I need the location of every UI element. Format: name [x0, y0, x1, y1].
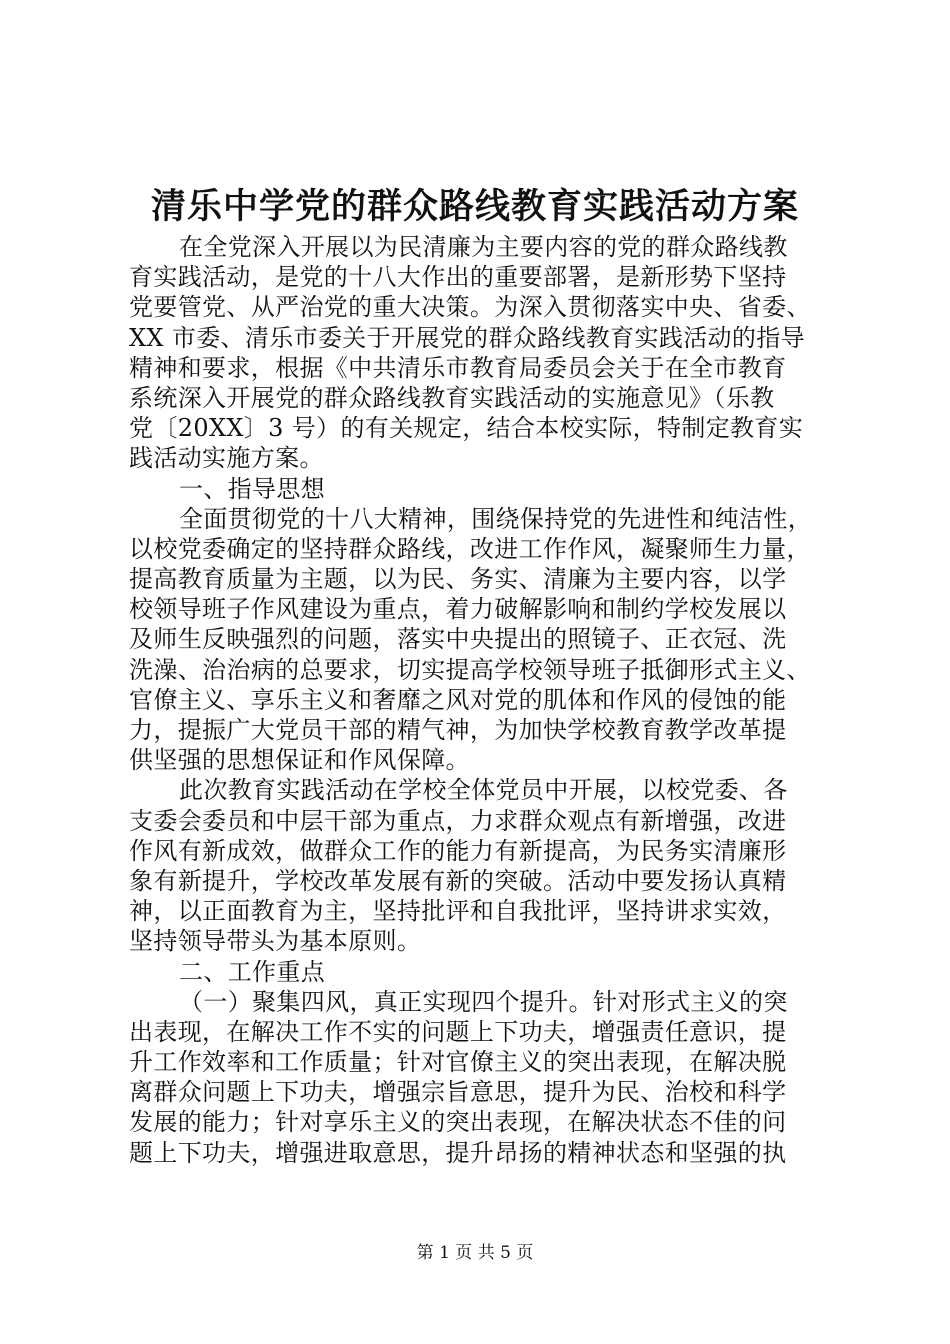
body-line: 官僚主义、享乐主义和奢靡之风对党的肌体和作风的侵蚀的能: [129, 685, 787, 714]
body-line: 此次教育实践活动在学校全体党员中开展，以校党委、各: [179, 776, 788, 805]
body-line: 力，提振广大党员干部的精气神，为加快学校教育教学改革提: [129, 716, 787, 744]
body-line: 发展的能力；针对享乐主义的突出表现，在解决状态不佳的问: [129, 1108, 787, 1137]
body-line: 系统深入开展党的群众路线教育实践活动的实施意见》（乐教: [129, 383, 775, 412]
body-line: 校领导班子作风建设为重点，着力破解影响和制约学校发展以: [129, 595, 787, 624]
section-heading: 二、工作重点: [179, 957, 326, 986]
body-line: 升工作效率和工作质量；针对官僚主义的突出表现，在解决脱: [129, 1048, 787, 1077]
body-line: 及师生反映强烈的问题，落实中央提出的照镜子、正衣冠、洗: [129, 625, 787, 654]
document-body: [129, 232, 829, 1168]
body-line: 践活动实施方案。: [129, 444, 324, 473]
body-line: 全面贯彻党的十八大精神，围绕保持党的先进性和纯洁性，: [179, 504, 813, 533]
body-line: 提高教育质量为主题，以为民、务实、清廉为主要内容，以学: [129, 565, 787, 594]
body-line: 象有新提升，学校改革发展有新的突破。活动中要发扬认真精: [129, 866, 787, 895]
body-line: （一）聚集四风，真正实现四个提升。针对形式主义的突: [179, 987, 788, 1016]
body-line: 神，以正面教育为主，坚持批评和自我批评，坚持讲求实效，: [129, 897, 787, 926]
document-title: 清乐中学党的群众路线教育实践活动方案: [150, 186, 799, 227]
body-line: 题上下功夫，增强进取意思，提升昂扬的精神状态和坚强的执: [129, 1138, 787, 1167]
body-line: 党〔20XX〕3 号）的有关规定，结合本校实际，特制定教育实: [129, 414, 804, 443]
body-line: 支委会委员和中层干部为重点，力求群众观点有新增强，改进: [129, 806, 787, 835]
page-footer: 第 1 页 共 5 页: [416, 1243, 534, 1263]
body-line: 供坚强的思想保证和作风保障。: [129, 746, 470, 775]
body-line: 育实践活动，是党的十八大作出的重要部署，是新形势下坚持: [129, 263, 787, 292]
body-line: 离群众问题上下功夫，增强宗旨意思，提升为民、治校和科学: [129, 1078, 787, 1107]
body-line: 在全党深入开展以为民清廉为主要内容的党的群众路线教: [179, 233, 788, 261]
body-line: 出表现，在解决工作不实的问题上下功夫，增强责任意识，提: [129, 1017, 787, 1046]
body-line: 坚持领导带头为基本原则。: [129, 927, 422, 956]
body-line: 作风有新成效，做群众工作的能力有新提高，为民务实清廉形: [129, 836, 787, 865]
body-line: 精神和要求，根据《中共清乐市教育局委员会关于在全市教育: [129, 353, 787, 382]
body-line: XX 市委、清乐市委关于开展党的群众路线教育实践活动的指导: [129, 323, 805, 352]
body-line: 以校党委确定的坚持群众路线，改进工作作风，凝聚师生力量，: [129, 534, 811, 563]
body-line: 党要管党、从严治党的重大决策。为深入贯彻落实中央、省委、: [129, 293, 811, 322]
section-heading: 一、指导思想: [179, 474, 326, 503]
body-line: 洗澡、治治病的总要求，切实提高学校领导班子抵御形式主义、: [129, 655, 811, 684]
